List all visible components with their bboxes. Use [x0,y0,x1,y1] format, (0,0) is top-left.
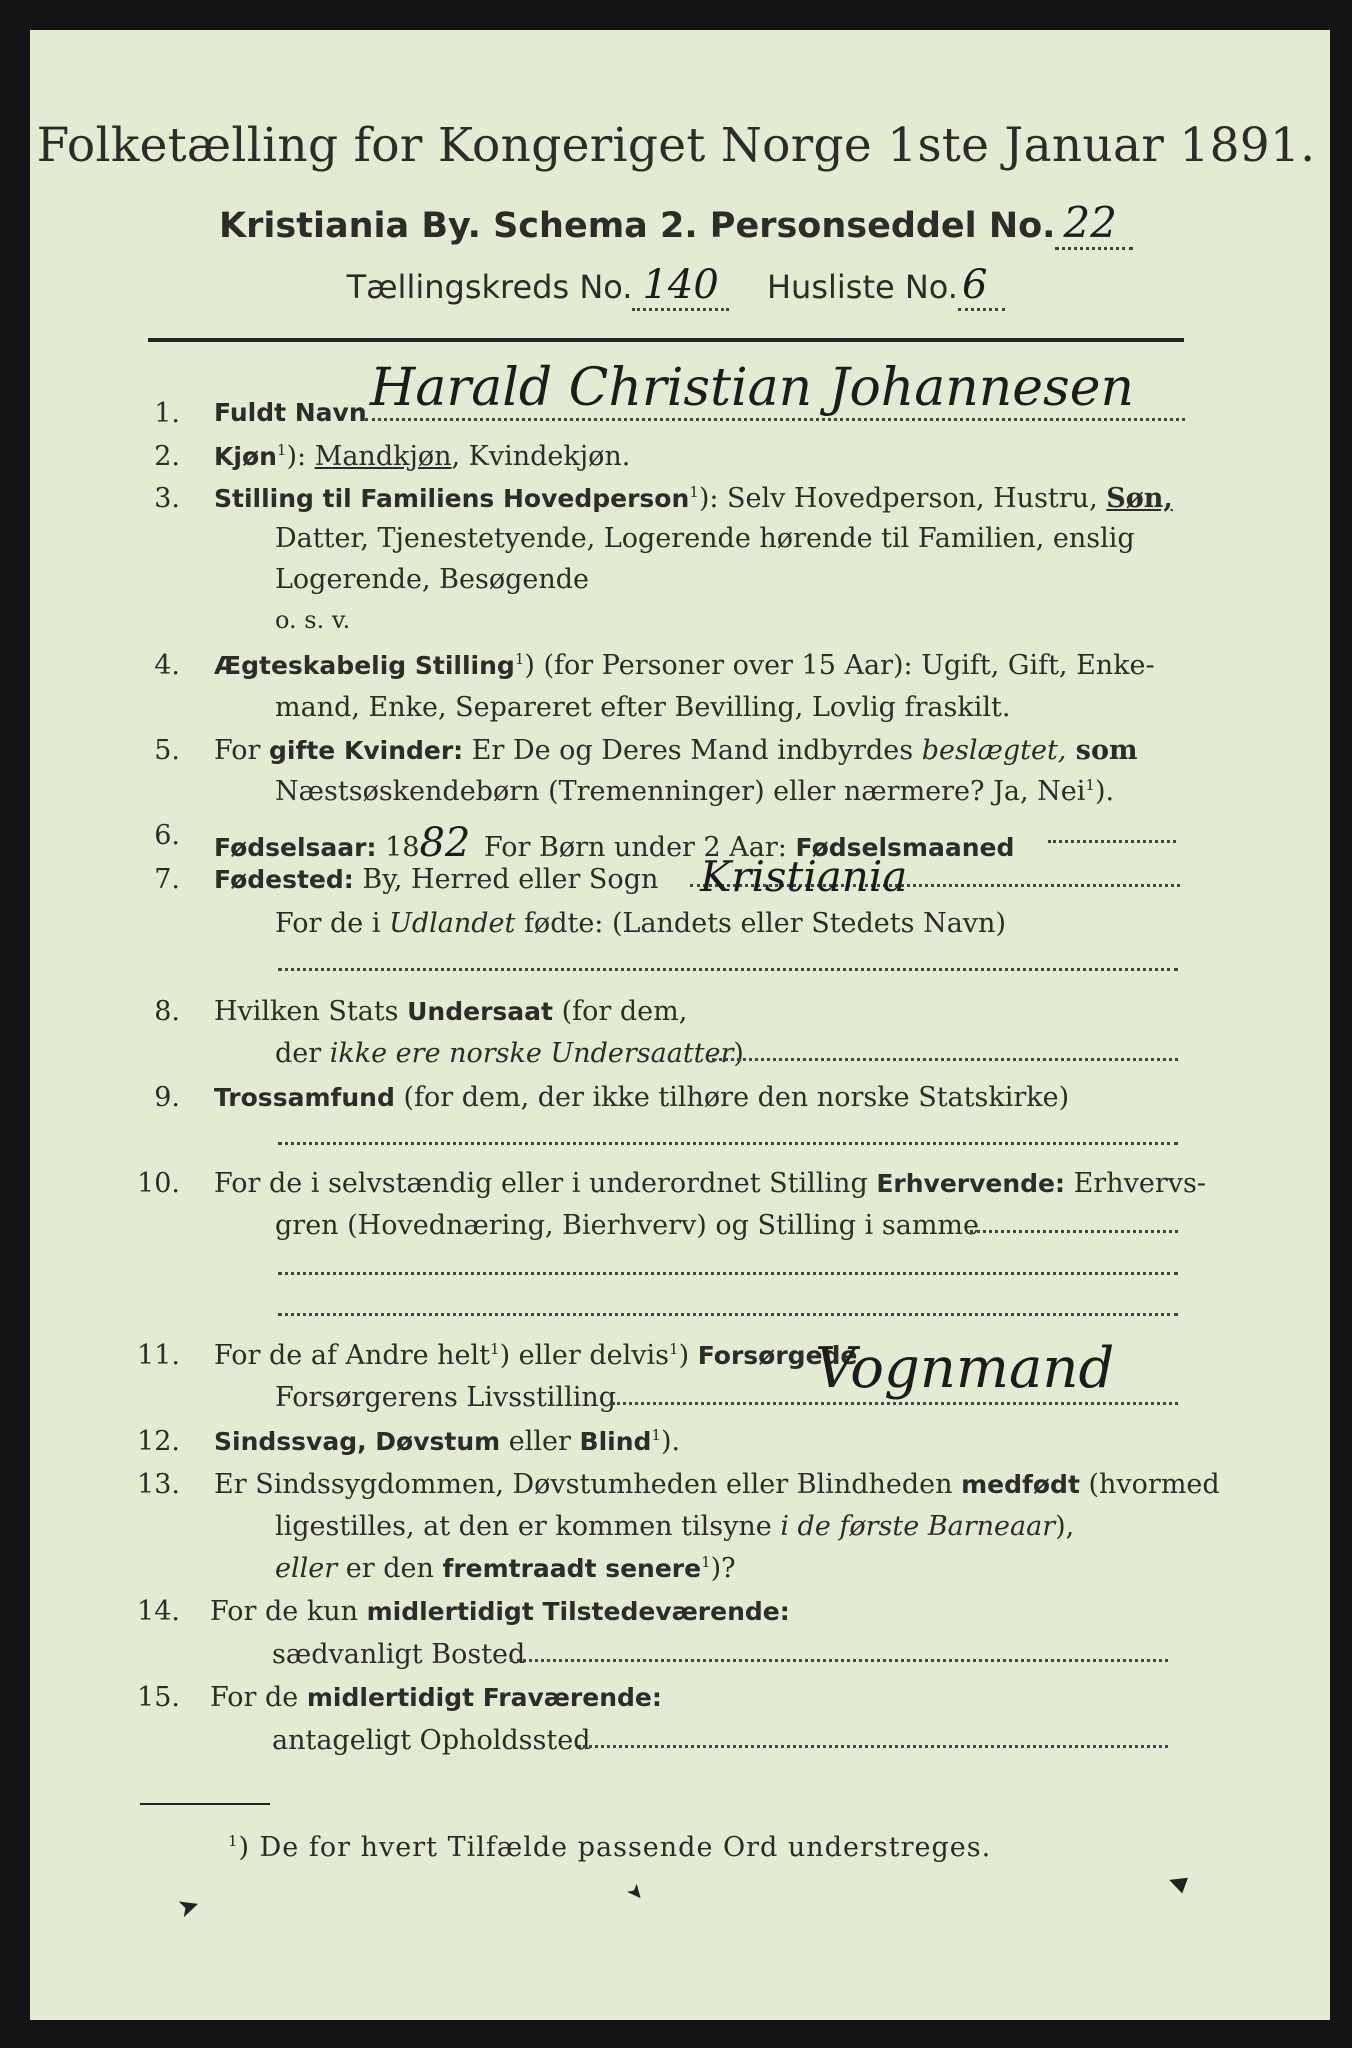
item-7-text: For de i [275,908,390,939]
item-13-line2-italic: i de første Barneaar [780,1511,1056,1542]
sex-label: Kjøn [214,442,277,471]
birthplace-label: Fødested: [214,865,354,894]
later-onset-label: fremtraadt senere [442,1554,702,1583]
item-7-abroad: Udlandet [389,908,516,939]
abroad-dotted-line [278,968,1178,971]
item-3-line-4: o. s. v. [275,606,351,634]
item-5-end: som [1066,735,1138,766]
husliste-number: 6 [958,262,1005,311]
item-3-line-3: Logerende, Besøgende [275,564,589,595]
item-8-line-2 [275,1038,744,1069]
subtitle-text: Kristiania By. Schema 2. Personseddel No. [219,206,1056,246]
item-8-text: Hvilken Stats [214,996,408,1027]
item-11-line-2: Forsørgerens Livsstilling [275,1382,617,1413]
item-15-line-2: antageligt Opholdssted [272,1725,591,1756]
item-13-text: Er Sindssygdommen, Døvstumheden eller Blindheden [214,1469,962,1500]
item-5-question: Næstsøskendebørn (Tremenninger) eller nærmere? Ja, Nei [275,776,1086,807]
item-5-text: Er De og Deres Mand indbyrdes [463,735,922,766]
item-number: 6. [154,820,180,851]
handwritten-provider-occupation: Vognmand [815,1336,1115,1401]
congenital-label: medfødt [961,1470,1080,1499]
item-8-text-2: (for dem, [552,996,688,1027]
stray-mark-center: ➤ [621,1877,651,1907]
form-title: Folketælling for Kongeriget Norge 1ste Januar 1891. [36,118,1316,173]
district-number: 140 [632,262,728,311]
item-number: 13. [137,1469,180,1500]
item-13-line-3 [275,1553,736,1584]
item-5-close: ). [1094,776,1115,807]
birth-month-text: For Børn under 2 Aar: [475,832,796,863]
handwritten-birthplace: Kristiania [700,852,908,901]
stray-mark-right: ▲ [1161,1870,1192,1895]
handwritten-full-name: Harald Christian Johannesen [370,358,1135,418]
item-10-text: For de i selvstændig eller i underordnet Stilling [214,1168,877,1199]
disability-label: Sindssvag, Døvstum [214,1427,501,1456]
form-subtitle [0,198,1352,247]
footnote-ref: 1 [276,441,287,459]
item-5-prefix: For [214,735,270,766]
header-divider [148,338,1184,342]
husliste-label: Husliste No. [766,268,958,306]
item-15-text: For de [210,1682,307,1713]
item-number: 2. [154,441,180,472]
item-13-text-2: (hvormed [1079,1469,1220,1500]
item-number: 9. [154,1082,180,1113]
occupation-dotted-line-1 [970,1230,1178,1233]
supported-label: Forsørgede [697,1341,858,1370]
family-position-son: Søn, [1106,483,1173,514]
item-3-line-2: Datter, Tjenestetyende, Logerende hørende til Familien, enslig [275,523,1135,554]
occupation-dotted-line-3 [278,1313,1178,1316]
footnote-divider [140,1803,270,1805]
footnote-ref: 1 [651,1426,661,1444]
item-11-text: For de af Andre helt [214,1340,491,1371]
item-5-related: beslægtet, [921,735,1067,766]
temporary-present-label: midlertidigt Tilstedeværende: [366,1597,790,1626]
item-number: 14. [137,1596,180,1627]
item-14-text: For de kun [210,1596,367,1627]
footnote-marker: 1 [228,1832,239,1850]
birthplace-text: By, Herred eller Sogn [353,864,659,895]
item-13-line3-a: er den [337,1553,443,1584]
item-13-line2-a: ligestilles, at den er kommen tilsyne [275,1511,781,1542]
item-number: 12. [137,1426,180,1457]
item-8-line2-italic: ikke ere norske Undersaatter [329,1038,734,1069]
footnote-ref: 1 [669,1340,679,1358]
full-name-label: Fuldt Navn [214,398,367,427]
item-number: 8. [154,996,180,1027]
sex-option-female: , Kvindekjøn. [451,441,631,472]
item-number: 7. [154,864,180,895]
sex-option-male: Mandkjøn [314,441,452,472]
citizenship-dotted-line [712,1058,1178,1061]
item-10-text-2: Erhvervs- [1065,1168,1206,1199]
item-number: 5. [154,735,180,766]
handwritten-birth-year: 82 [419,820,471,866]
footnote-ref: 1 [514,650,525,668]
stray-mark-left: ➤ [173,1889,204,1925]
occupation-label: Erhvervende: [876,1169,1066,1198]
item-8-line2-b: ) [733,1038,744,1069]
item-11-sep: ) [678,1340,698,1371]
temporary-absent-label: midlertidigt Fraværende: [306,1683,662,1712]
item-13-line3-italic: eller [275,1553,338,1584]
footnote-ref: 1 [490,1340,500,1358]
item-13-line-2 [275,1511,1074,1542]
item-12-text: eller [500,1426,580,1457]
personseddel-number: 22 [1055,198,1132,250]
name-dotted-line [365,418,1185,421]
item-13-line3-b: )? [710,1553,736,1584]
provider-dotted-line [612,1402,1178,1405]
form-district-line [0,262,1352,308]
blind-label: Blind [579,1427,652,1456]
item-5-line-2 [275,776,1114,807]
item-number: 4. [154,650,180,681]
birth-year-label: Fødselsaar: [214,833,377,862]
item-number: 15. [137,1682,180,1713]
item-number: 1. [154,398,180,429]
item-13-line2-b: ), [1055,1511,1075,1542]
item-12-end: ). [660,1426,681,1457]
citizenship-label: Undersaat [407,997,553,1026]
item-number: 10. [137,1168,180,1199]
marital-status-options: ) (for Personer over 15 Aar): Ugift, Gift, Enke- [524,650,1155,681]
item-8-line2-a: der [275,1038,330,1069]
footnote-ref: 1 [701,1553,711,1571]
birth-year-prefix: 18 [376,832,420,863]
footnote-text: ) De for hvert Tilfælde passende Ord understreges. [238,1832,992,1863]
item-number: 3. [154,483,180,514]
footnote-ref: 1 [689,483,699,501]
stay-dotted-line [578,1745,1168,1748]
item-14-line-2: sædvanligt Bosted [272,1639,526,1670]
sex-sep: ): [286,441,315,472]
item-7-line-2 [275,908,1006,939]
religion-label: Trossamfund [214,1083,395,1112]
marital-status-label: Ægteskabelig Stilling [214,651,515,680]
married-women-label: gifte Kvinder: [269,736,464,765]
birth-month-dotted-line [1048,840,1176,843]
item-7-text-2: fødte: (Landets eller Stedets Navn) [515,908,1006,939]
birth-month-label: Fødselsmaaned [795,833,1015,862]
item-number: 11. [137,1340,180,1371]
footnote [228,1832,991,1863]
item-10-line-2: gren (Hovednæring, Bierhverv) og Stilling i samme [275,1210,980,1241]
item-11-text-2: ) eller delvis [499,1340,670,1371]
family-position-label: Stilling til Familiens Hovedperson [214,484,690,513]
family-position-options: ): Selv Hovedperson, Hustru, [698,483,1107,514]
occupation-dotted-line-2 [278,1272,1178,1275]
item-9-text: (for dem, der ikke tilhøre den norske Statskirke) [394,1082,1070,1113]
residence-dotted-line [510,1659,1168,1662]
district-label: Tællingskreds No. [346,268,633,306]
item-4-line-2: mand, Enke, Separeret efter Bevilling, Lovlig fraskilt. [275,692,1011,723]
religion-dotted-line [278,1142,1178,1145]
footnote-ref: 1 [1085,776,1095,794]
